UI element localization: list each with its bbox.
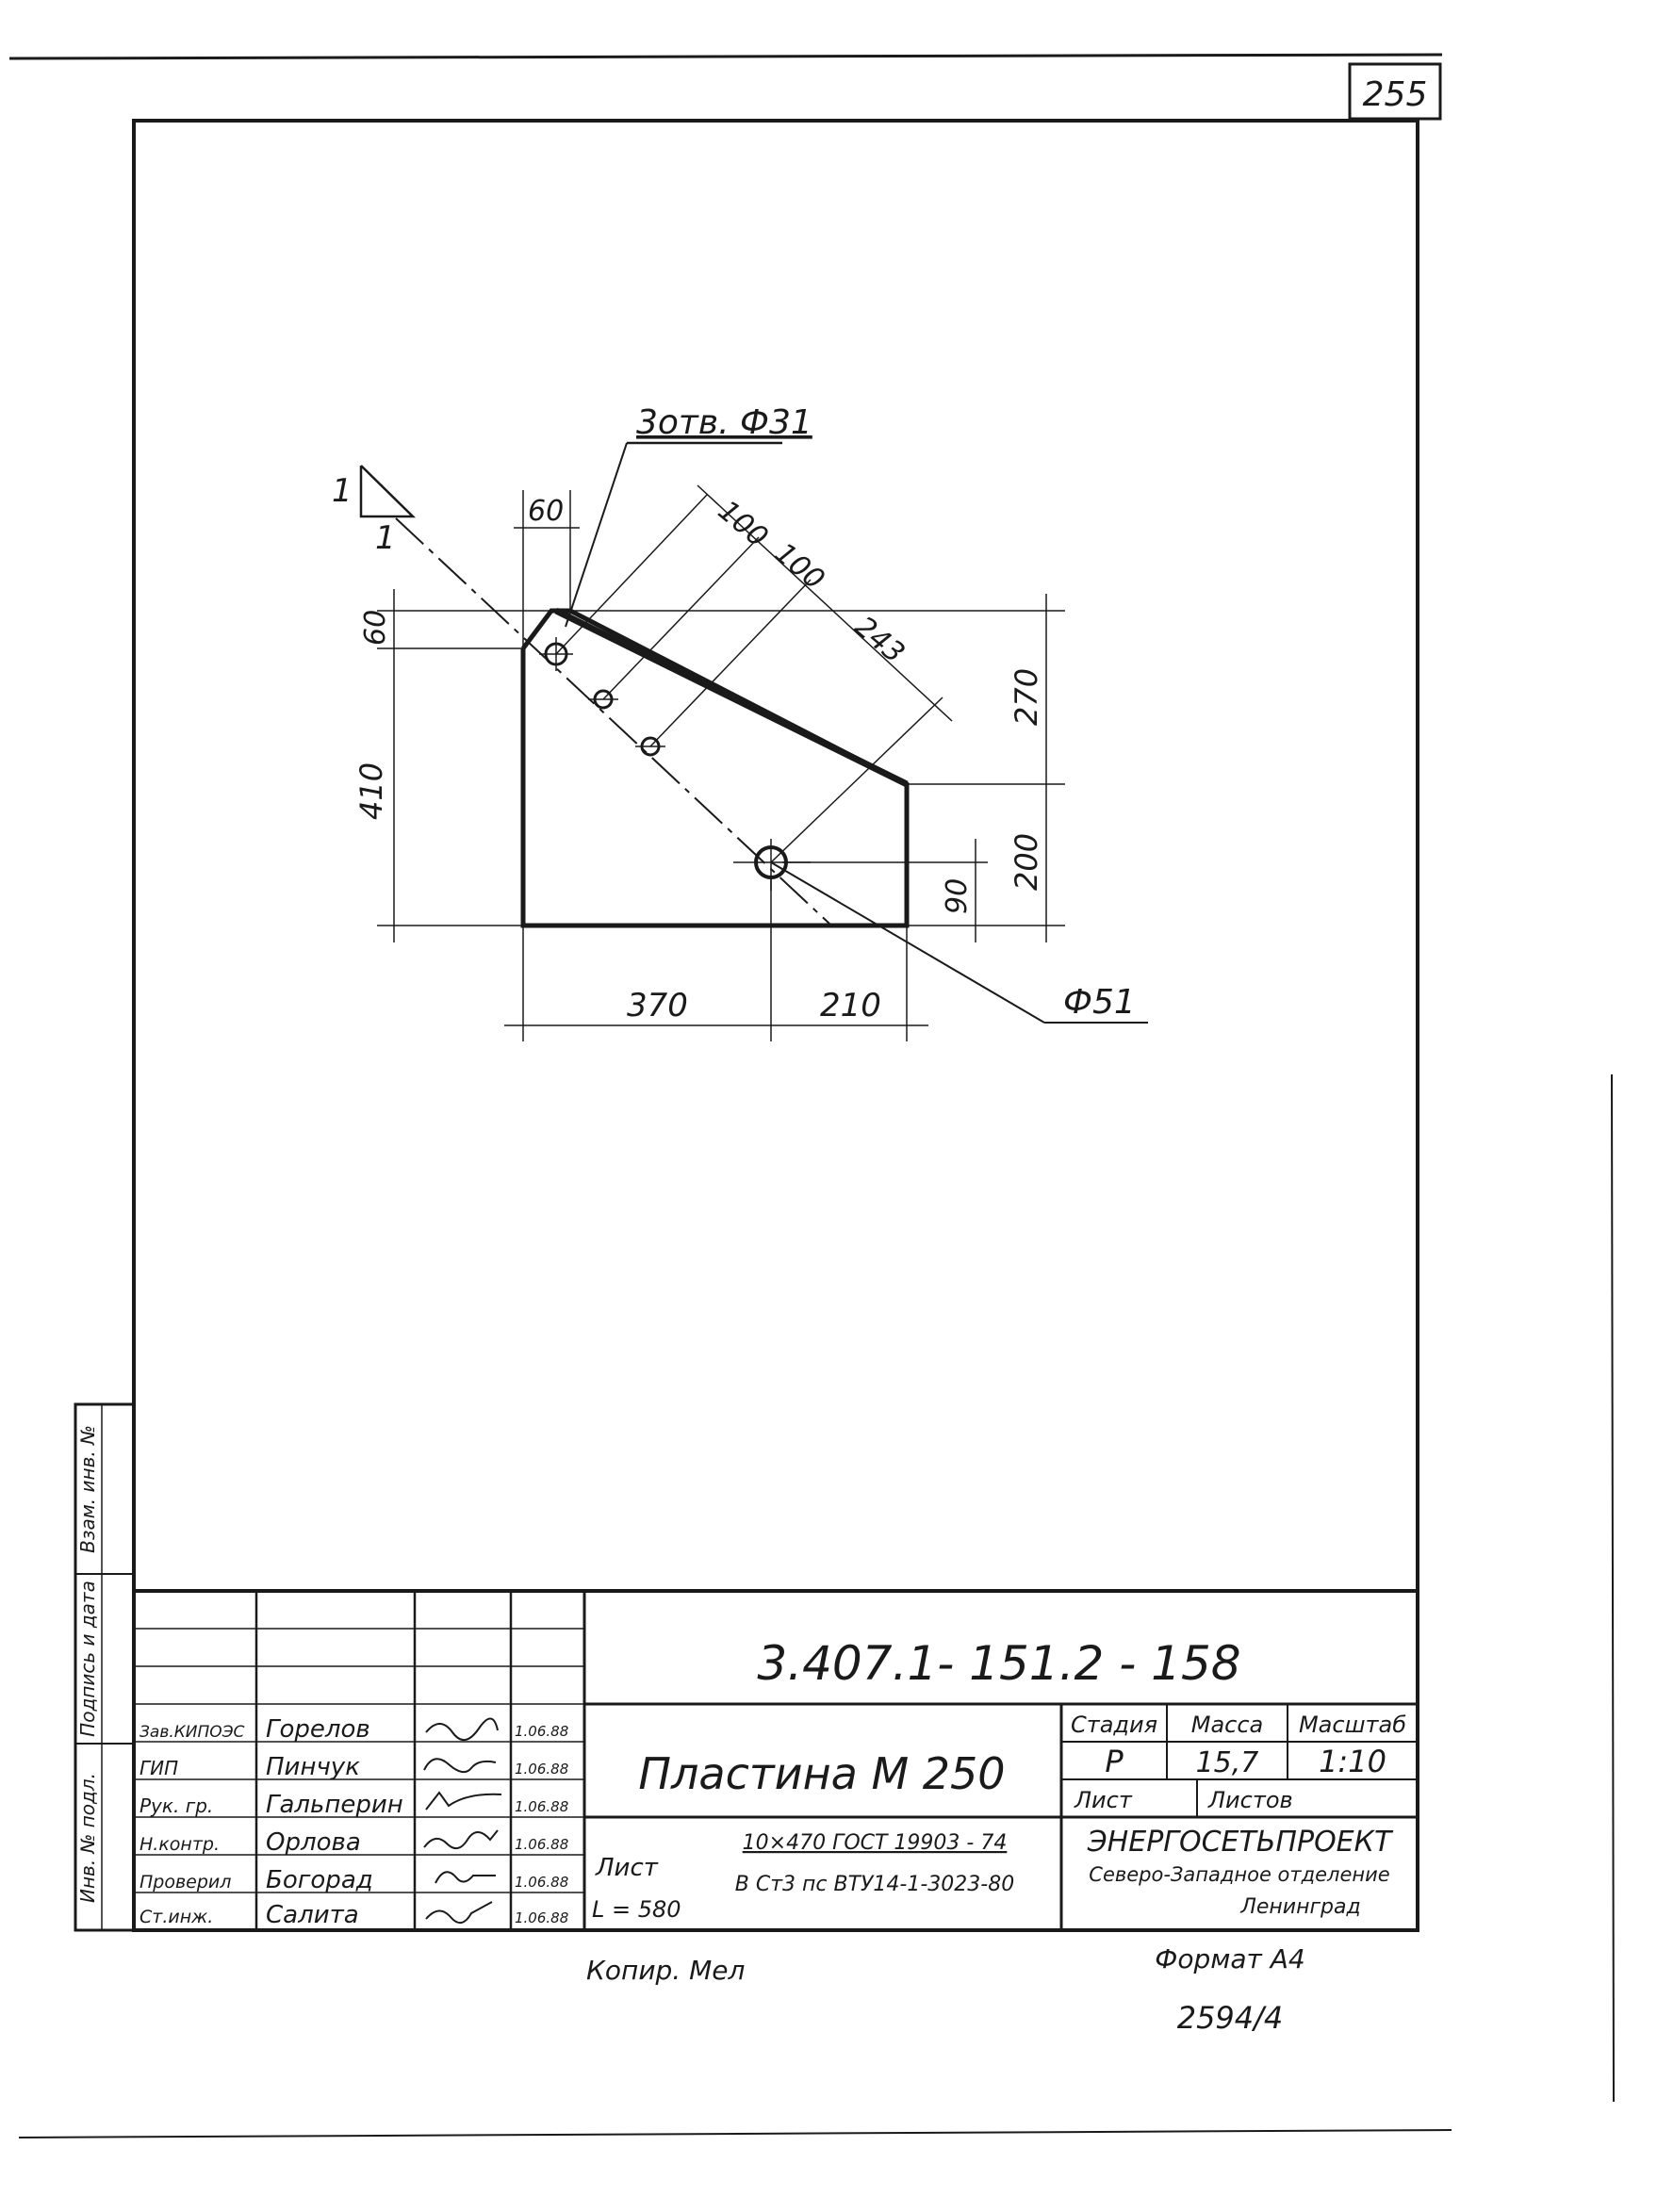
scale-header: Масштаб <box>1298 1712 1407 1738</box>
format-label: Формат А4 <box>1155 1943 1305 1974</box>
dim-200: 200 <box>1009 832 1044 891</box>
dim-243: 243 <box>847 610 911 670</box>
dim-60-left: 60 <box>359 609 392 646</box>
dim-370: 370 <box>627 987 688 1024</box>
svg-text:1.06.88: 1.06.88 <box>515 1798 569 1815</box>
slope-triangle <box>332 466 413 557</box>
signer-row <box>139 1866 568 1894</box>
slope-den: 1 <box>375 519 396 557</box>
scale-value: 1:10 <box>1319 1744 1386 1779</box>
org-branch: Северо-Западное отделение <box>1089 1863 1390 1886</box>
stage-value: Р <box>1105 1744 1124 1779</box>
svg-text:1.06.88: 1.06.88 <box>515 1874 569 1891</box>
sheets-label: Листов <box>1208 1787 1293 1813</box>
svg-text:ГИП: ГИП <box>139 1757 179 1779</box>
svg-text:1.06.88: 1.06.88 <box>515 1836 569 1853</box>
svg-text:Орлова: Орлова <box>266 1828 361 1857</box>
mass-value: 15,7 <box>1195 1746 1259 1779</box>
material-label: Лист <box>596 1854 658 1882</box>
svg-text:Гальперин: Гальперин <box>266 1791 403 1819</box>
svg-text:Н.контр.: Н.контр. <box>139 1834 221 1855</box>
material-length: L = 580 <box>592 1896 681 1923</box>
signer-row <box>139 1901 568 1929</box>
part-name: Пластина М 250 <box>638 1748 1006 1799</box>
side-stamp <box>75 1404 134 1930</box>
svg-text:1.06.88: 1.06.88 <box>515 1723 569 1740</box>
plate-outline <box>523 611 907 926</box>
big-hole-callout-text: Ф51 <box>1063 983 1136 1022</box>
slope-num: 1 <box>332 472 353 510</box>
part-drawing <box>332 403 1148 1041</box>
signer-row <box>139 1753 568 1781</box>
side-stamp-col3: Взам. инв. № <box>76 1425 99 1553</box>
bottom-note: 2594/4 <box>1176 2000 1284 2036</box>
svg-text:Горелов: Горелов <box>266 1715 370 1744</box>
top-trim-line <box>9 55 1442 58</box>
svg-text:Зав.КИПОЭС: Зав.КИПОЭС <box>139 1723 245 1742</box>
dim-210: 210 <box>820 987 881 1024</box>
svg-text:Салита: Салита <box>266 1901 359 1929</box>
org-city: Ленинград <box>1240 1895 1361 1919</box>
signer-row <box>139 1828 568 1857</box>
dim-60-top: 60 <box>528 495 565 528</box>
sheet-label: Лист <box>1075 1787 1132 1813</box>
signer-row <box>139 1715 568 1744</box>
bottom-trim-line <box>19 2130 1452 2138</box>
org-name: ЭНЕРГОСЕТЬПРОЕКТ <box>1087 1826 1392 1859</box>
svg-text:Проверил: Проверил <box>139 1872 232 1892</box>
hole-callout-text: 3отв. Ф31 <box>636 403 812 442</box>
dim-100-a: 100 <box>711 494 775 554</box>
right-margin-line <box>1612 1074 1614 2102</box>
stage-header: Стадия <box>1070 1712 1158 1738</box>
signer-row <box>139 1791 568 1819</box>
side-stamp-col1: Инв. № подл. <box>76 1773 99 1903</box>
title-block <box>134 1591 1418 1930</box>
svg-text:Богорад: Богорад <box>266 1866 373 1894</box>
dim-410: 410 <box>353 762 389 820</box>
material-line2: В Ст3 пс ВТУ14-1-3023-80 <box>734 1873 1015 1896</box>
doc-code: 3.407.1- 151.2 - 158 <box>757 1636 1241 1691</box>
mass-header: Масса <box>1190 1712 1264 1738</box>
page-number-box <box>1350 64 1440 119</box>
copy-label: Копир. Мел <box>586 1955 746 1986</box>
big-hole <box>733 839 811 891</box>
svg-text:1.06.88: 1.06.88 <box>515 1909 569 1926</box>
dim-90: 90 <box>941 877 974 914</box>
side-stamp-col2: Подпись и дата <box>76 1581 99 1737</box>
hole-callout <box>566 403 812 627</box>
dim-100-b: 100 <box>767 536 831 597</box>
svg-text:Пинчук: Пинчук <box>266 1753 360 1781</box>
svg-text:1.06.88: 1.06.88 <box>515 1761 569 1778</box>
page-number: 255 <box>1362 75 1428 114</box>
material-line1: 10×470 ГОСТ 19903 - 74 <box>742 1831 1008 1855</box>
dim-270: 270 <box>1009 667 1044 726</box>
svg-text:Ст.инж.: Ст.инж. <box>139 1907 214 1927</box>
svg-text:Рук. гр.: Рук. гр. <box>139 1794 214 1817</box>
